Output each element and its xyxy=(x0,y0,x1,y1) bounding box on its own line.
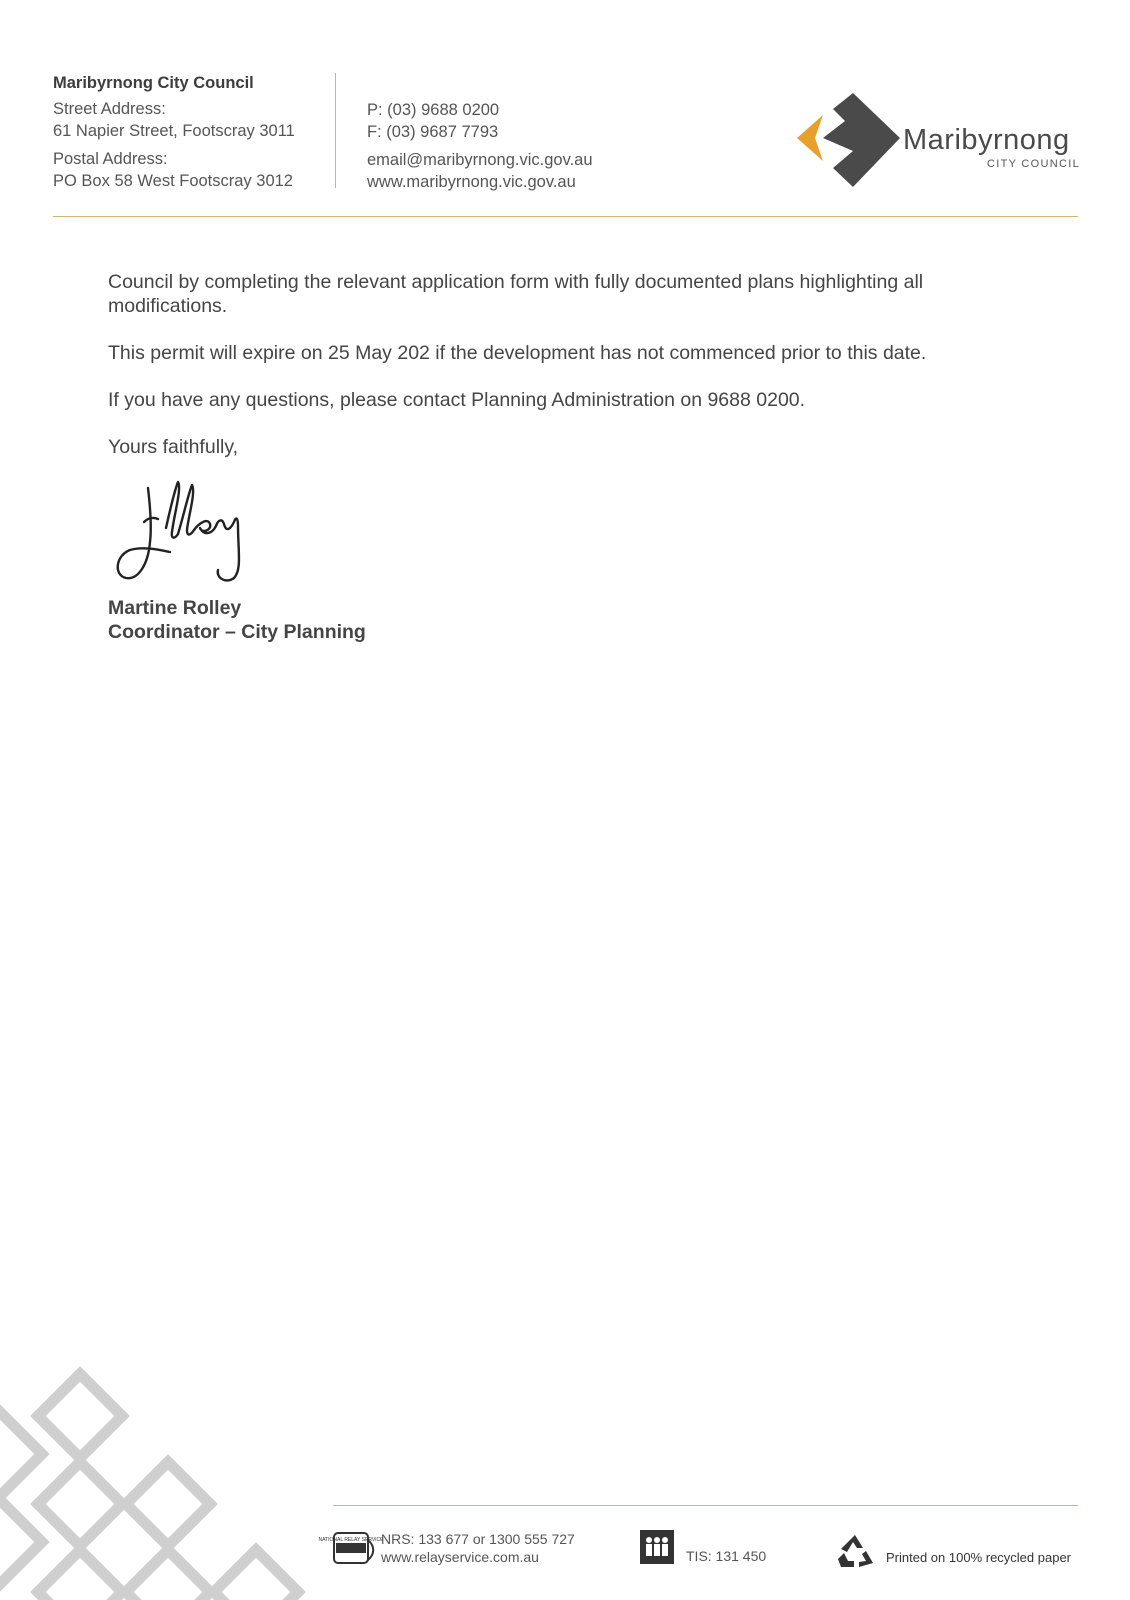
footer-rule xyxy=(333,1505,1078,1506)
signer-title: Coordinator – City Planning xyxy=(108,621,366,643)
logo-wordmark: Maribyrnong xyxy=(903,124,1070,156)
contact-block xyxy=(367,99,593,193)
org-name: Maribyrnong City Council xyxy=(53,74,254,92)
closing-salutation: Yours faithfully, xyxy=(108,436,239,458)
postal-address: PO Box 58 West Footscray 3012 xyxy=(53,172,293,190)
signer-name: Martine Rolley xyxy=(108,597,242,619)
paragraph-contact: If you have any questions, please contact Planning Administration on 9688 0200. xyxy=(108,389,806,411)
nrs-number: NRS: 133 677 or 1300 555 727 xyxy=(381,1531,575,1547)
street-address: 61 Napier Street, Footscray 3011 xyxy=(53,122,295,140)
street-label: Street Address: xyxy=(53,100,166,118)
council-logo-icon xyxy=(795,93,905,189)
recycled-paper-note: Printed on 100% recycled paper xyxy=(886,1550,1072,1565)
relay-info xyxy=(381,1530,575,1566)
website-link[interactable]: www.maribyrnong.vic.gov.au xyxy=(367,173,576,191)
paragraph-permit-expiry: This permit will expire on 25 May 202 if the development has not commenced prior to this date. xyxy=(108,342,927,364)
recycle-icon xyxy=(836,1533,874,1569)
council-address-block xyxy=(53,72,323,192)
relay-website[interactable]: www.relayservice.com.au xyxy=(381,1549,539,1565)
email-address[interactable]: email@maribyrnong.vic.gov.au xyxy=(367,151,593,169)
logo-subtitle: CITY COUNCIL xyxy=(987,158,1081,170)
tis-number: TIS: 131 450 xyxy=(686,1548,767,1564)
postal-label: Postal Address: xyxy=(53,150,168,168)
relay-service-icon xyxy=(318,1532,384,1566)
handwritten-signature xyxy=(108,470,278,595)
diamond-pattern-decoration xyxy=(0,1360,330,1600)
header-divider xyxy=(335,73,336,188)
relay-badge-text: NATIONAL RELAY SERVICE xyxy=(318,1537,384,1543)
letter-body xyxy=(108,270,1028,482)
header-rule xyxy=(53,216,1078,217)
tis-interpreter-icon xyxy=(640,1530,674,1564)
fax-number: F: (03) 9687 7793 xyxy=(367,123,499,141)
phone-number: P: (03) 9688 0200 xyxy=(367,101,500,119)
signer-block xyxy=(108,596,366,644)
paragraph-modifications: Council by completing the relevant application form with fully documented plans highlighting all modifications. xyxy=(108,271,924,317)
